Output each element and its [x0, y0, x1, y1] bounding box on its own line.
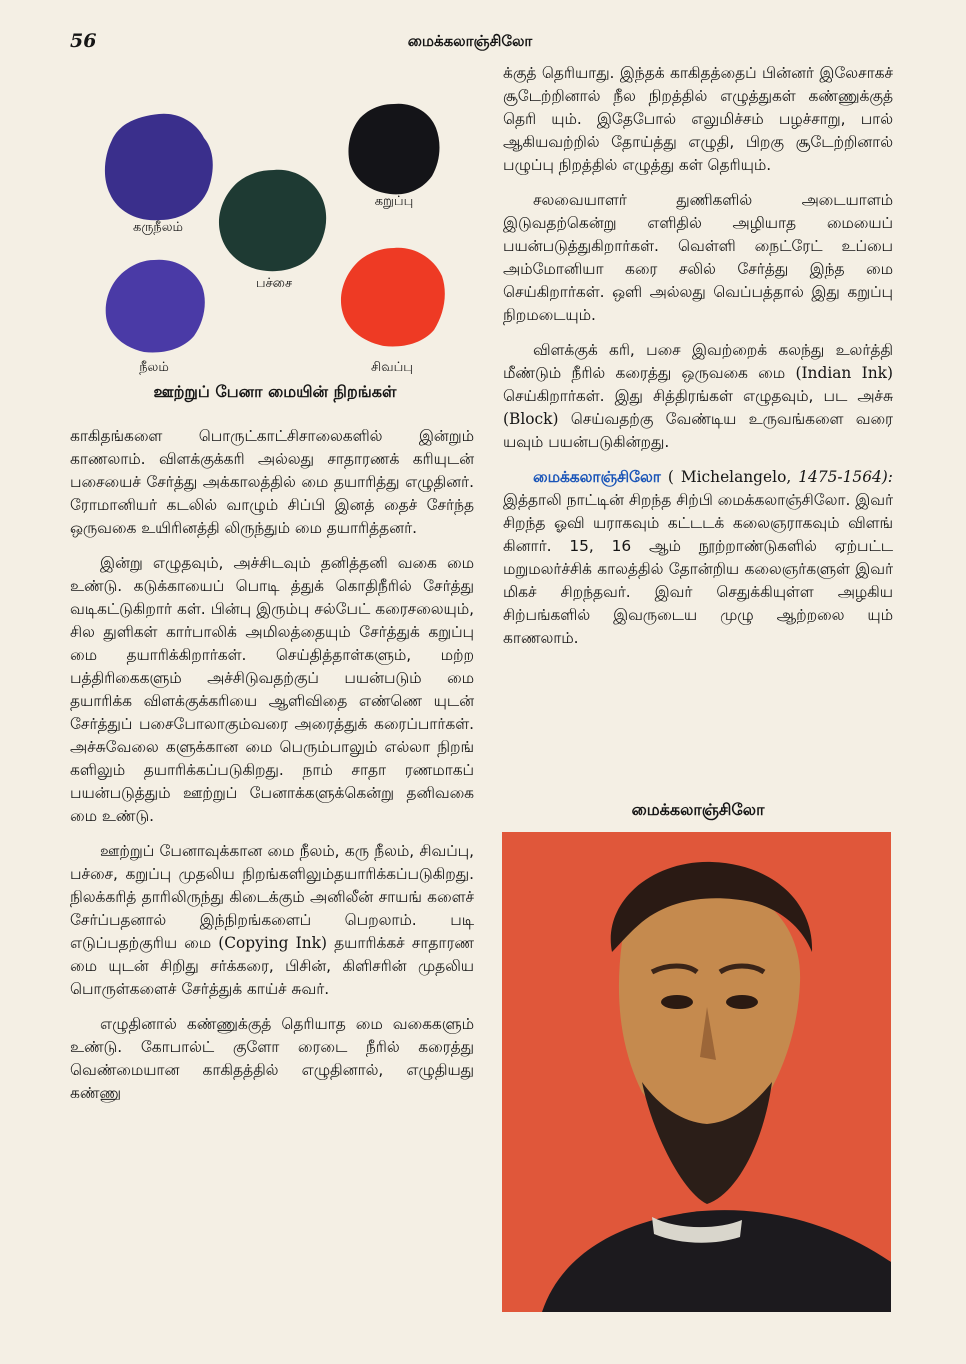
ink-colors-figure: [70, 68, 480, 408]
paragraph: சலவையாளர் துணிகளில் அடையாளம் இடுவதற்கென்று எளிதில் அழியாத மையைப் பயன்படுத்துகிறார்கள். வெள்ளி நைட்ரேட் உப்பை அம்மோனியா கரை சலில் சேர்த்து இந்த மை செய்கிறார்கள். ஒளி அல்லது வெப்பத்தால் இது கறுப்பு நிறமடையும்.: [503, 191, 893, 324]
entry-text: இத்தாலி நாட்டின் சிறந்த சிற்பி மைக்கலாஞ்சிலோ. இவர் சிறந்த ஓவி யராகவும் கட்டடக் கலைஞராகவும் விளங் கினார். 15, 16 ஆம் நூற்றாண்டுகளில் ஏற்பட்ட மறுமலர்ச்சிக் காலத்தில் தோன்றிய கலைஞர்களுள் இவர் மிகச் சிறந்தவர். இவர் செதுக்கியுள்ள அழகிய சிற்பங்களில் இவருடைய முழு ஆற்றலை யும் காணலாம்.: [503, 491, 893, 647]
paragraph: எழுதினால் கண்ணுக்குத் தெரியாத மை வகைகளும் உண்டு. கோபால்ட் குளோ ரைடை நீரில் கரைத்து வெண்மையான காகிதத்தில் எழுதினால், எழுதியது கண்ணு: [70, 1015, 474, 1102]
paragraph-text: செய்வதற்கு வேண்டிய உருவங்களை வரை யவும் பயன்படுகின்றது.: [503, 410, 893, 451]
left-column: [70, 425, 474, 1117]
right-column: [503, 62, 893, 662]
dark-blue-ink-blot: [100, 108, 218, 226]
paragraph: காகிதங்களை பொருட்காட்சிசாலைகளில் இன்றும் காணலாம். விளக்குக்கரி அல்லது சாதாரணக் கரியுடன் பசையைச் சேர்த்து அக்காலத்தில் மை தயாரித்து எழுதினர். ரோமானியர் கடலில் வாழும் சிப்பி இனத் தைச் சேர்ந்த ஒருவகை உயிரினத்தி லிருந்தும் மை தயாரித்தனர்.: [70, 427, 474, 537]
paragraph-text: தயாரிக்கச் சாதாரண மை யுடன் சிறிது சர்க்கரை, பிசின், கிளிசரின் முதலிய பொருள்களைச் சேர்த்துக் காய்ச் சுவர்.: [70, 934, 474, 998]
blue-ink-blot: [100, 254, 210, 358]
michelangelo-entry: [503, 466, 893, 650]
paragraph-text: ஊற்றுப் பேனாவுக்கான மை நீலம், கரு நீலம், சிவப்பு, பச்சை, கறுப்பு முதலிய நிறங்களிலும்தயாரிக்கப்படுகிறது. நிலக்கரித் தாரிலிருந்து கிடைக்கும் அனிலீன் சாயங் களைச் சேர்ப்பதனால் இந்நிறங்களைப் பெறலாம். படி எடுப்பதற்குரிய மை: [70, 842, 474, 952]
running-title: மைக்கலாஞ்சிலோ: [407, 32, 533, 50]
figure-caption: ஊற்றுப் பேனா மையின் நிறங்கள்: [153, 382, 397, 401]
paragraph: [70, 840, 474, 1001]
black-label: கறுப்பு: [374, 194, 414, 209]
red-label: சிவப்பு: [371, 360, 413, 375]
green-label: பச்சை: [255, 276, 293, 291]
copying-ink-term: (Copying Ink): [218, 934, 327, 952]
entry-latin-name: ( Michelangelo,: [667, 468, 792, 486]
paragraph-text: செய்கிறார்கள். இது சித்திரங்கள் எழுதவும், பட அச்சு: [503, 387, 893, 405]
entry-dates: 1475-1564):: [798, 468, 893, 486]
page-number: 56: [70, 30, 97, 52]
black-ink-blot: [344, 98, 444, 198]
blue-label: நீலம்: [139, 360, 169, 375]
paragraph: இன்று எழுதவும், அச்சிடவும் தனித்தனி வகை மை உண்டு. கடுக்காயைப் பொடி த்துக் கொதிநீரில் சேர்த்து வடிகட்டுகிறார் கள். பின்பு இரும்பு சல்பேட் கரைசலையும், சில துளிகள் கார்பாலிக் அமிலத்தையும் சேர்த்துக் கறுப்பு மை தயாரிக்கிறார்கள். செய்தித்தாள்களும், மற்ற பத்திரிகைகளும் அச்சிடுவதற்குப் பயன்படும் மை தயாரிக்க விளக்குக்கரியை ஆளிவிதை எண்ணெ யுடன் சேர்த்துப் பசைபோலாகும்வரை அரைத்துக் கரைப்பார்கள். அச்சுவேலை களுக்கான மை பெரும்பாலும் எல்லா நிறங் களிலும் தயாரிக்கப்படுகிறது. நாம் சாதா ரணமாகப் பயன்படுத்தும் ஊற்றுப் பேனாக்களுக்கென்று தனிவகை மை உண்டு.: [70, 554, 474, 825]
paragraph: [503, 339, 893, 454]
block-term: (Block): [503, 410, 559, 428]
page-header: [0, 30, 966, 60]
michelangelo-portrait: [502, 832, 891, 1312]
indian-ink-term: (Indian Ink): [795, 364, 893, 382]
entry-term: மைக்கலாஞ்சிலோ: [533, 468, 661, 486]
portrait-caption: மைக்கலாஞ்சிலோ: [631, 800, 765, 819]
green-ink-blot: [214, 164, 332, 276]
paragraph-text: விளக்குக் கரி, பசை இவற்றைக் கலந்து உலர்த்தி மீண்டும் நீரில் கரைத்து ஒருவகை மை: [503, 341, 893, 382]
red-ink-blot: [336, 242, 450, 352]
dark-blue-label: கருநீலம்: [133, 220, 183, 235]
paragraph: க்குத் தெரியாது. இந்தக் காகிதத்தைப் பின்னர் இலேசாகச் சூடேற்றினால் நீல நிறத்தில் எழுத்துகள் கண்ணுக்குத் தெரி யும். இதேபோல் எலுமிச்சம் பழச்சாறு, பால் ஆகியவற்றில் தோய்த்து எழுதி, பிறகு சூடேற்றினால் பழுப்பு நிறத்தில் எழுத்து கள் தெரியும்.: [503, 64, 893, 174]
